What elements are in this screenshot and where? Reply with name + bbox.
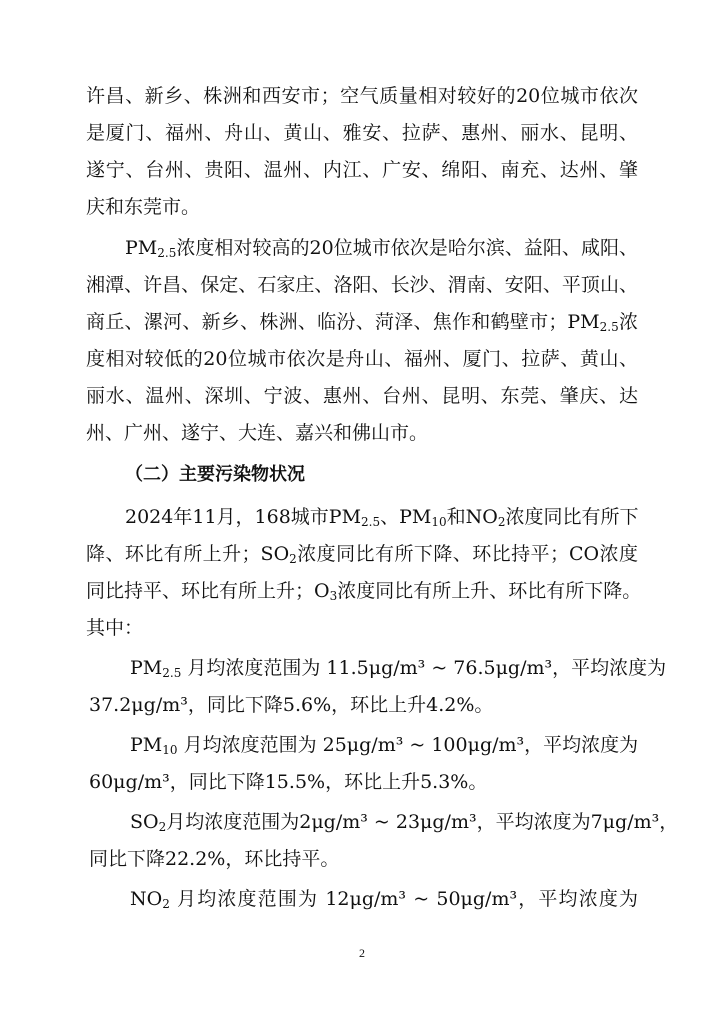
pm10-line1: $PM_{10}$ 月均浓度范围为 25μg/m³ ~ 100μg/m³，平均浓度为	[130, 734, 639, 757]
para3-line3: 同比持平、环比有所上升；$O_3$浓度同比有所上升、环比有所下降。	[86, 580, 642, 603]
para1-line4: 庆和东莞市。	[86, 196, 201, 218]
para2-line4: 度相对较低的20位城市依次是舟山、福州、厦门、拉萨、黄山、	[86, 348, 638, 370]
para2-line6: 州、广州、遂宁、大连、嘉兴和佛山市。	[86, 422, 429, 444]
para2-line1: $PM_{2.5}$浓度相对较高的20位城市依次是哈尔滨、益阳、咸阳、	[125, 237, 638, 260]
section-heading: （二）主要污染物状况	[125, 464, 305, 485]
so2-line2: 同比下降22.2%，环比持平。	[89, 848, 340, 870]
para2-line3: 商丘、漯河、新乡、株洲、临汾、菏泽、焦作和鹤壁市；$PM_{2.5}$浓	[86, 311, 638, 334]
pm10-line2: 60μg/m³，同比下降15.5%，环比上升5.3%。	[89, 771, 488, 793]
para1-line2: 是厦门、福州、舟山、黄山、雅安、拉萨、惠州、丽水、昆明、	[86, 122, 638, 144]
so2-line1: $SO_2$月均浓度范围为2μg/m³ ~ 23μg/m³，平均浓度为7μg/m³，	[130, 811, 679, 834]
para2-line5: 丽水、温州、深圳、宁波、惠州、台州、昆明、东莞、肇庆、达	[86, 385, 638, 407]
pm25-line1: $PM_{2.5}$ 月均浓度范围为 11.5μg/m³ ~ 76.5μg/m³，平均浓度为	[130, 657, 667, 680]
no2-line1: $NO_2$ 月均浓度范围为 12μg/m³ ~ 50μg/m³，平均浓度为	[130, 888, 639, 911]
page-number: 2	[359, 946, 365, 960]
para3-line4: 其中：	[86, 617, 144, 639]
pm25-line2: 37.2μg/m³，同比下降5.6%，环比上升4.2%。	[89, 694, 494, 716]
para1-line3: 遂宁、台州、贵阳、温州、内江、广安、绵阳、南充、达州、肇	[86, 159, 638, 181]
para1-line1: 许昌、新乡、株洲和西安市；空气质量相对较好的20位城市依次	[86, 85, 638, 107]
para3-line2: 降、环比有所上升；$SO_2$浓度同比有所下降、环比持平；CO浓度	[86, 543, 638, 566]
para2-line2: 湘潭、许昌、保定、石家庄、洛阳、长沙、渭南、安阳、平顶山、	[86, 274, 638, 296]
para3-line1: 2024年11月，168城市$PM_{2.5}$、$PM_{10}$和$NO_2$浓度同比有所下	[125, 506, 639, 529]
